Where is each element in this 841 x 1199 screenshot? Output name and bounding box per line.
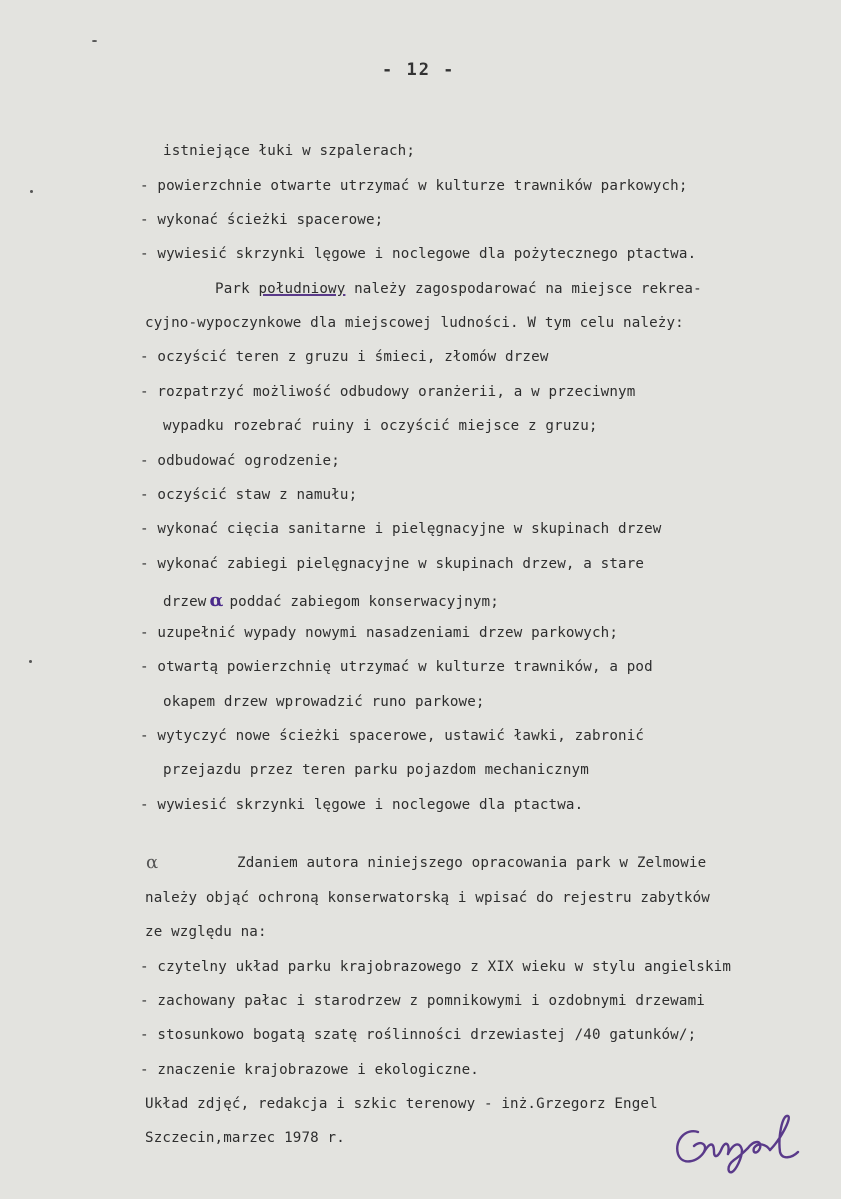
footnote-marker: α: [146, 852, 159, 873]
list-item: - wykonać ścieżki spacerowe;: [140, 212, 384, 228]
handwritten-insertion: α: [209, 590, 224, 611]
text-word: drzew: [163, 594, 207, 610]
list-item: - czytelny układ parku krajobrazowego z XIX wieku w stylu angielskim: [140, 959, 732, 975]
text-line: okapem drzew wprowadzić runo parkowe;: [163, 694, 485, 710]
list-item: - odbudować ogrodzenie;: [140, 453, 340, 469]
underlined-word: południowy: [258, 281, 346, 297]
list-item: - wywiesić skrzynki lęgowe i noclegowe dla pożytecznego ptactwa.: [140, 246, 697, 262]
place-date: Szczecin,marzec 1978 r.: [145, 1130, 345, 1146]
list-item: - znaczenie krajobrazowe i ekologiczne.: [140, 1062, 479, 1078]
page-number: - 12 -: [382, 60, 456, 80]
list-item: - zachowany pałac i starodrzew z pomnikowymi i ozdobnymi drzewami: [140, 993, 705, 1009]
list-item: - oczyścić teren z gruzu i śmieci, złomów drzew: [140, 349, 549, 365]
handwritten-signature: [668, 1108, 818, 1178]
list-item: - otwartą powierzchnię utrzymać w kulturze trawników, a pod: [140, 659, 653, 675]
list-item: - stosunkowo bogatą szatę roślinności drzewiastej /40 gatunków/;: [140, 1027, 697, 1043]
paper-speck: [92, 40, 97, 42]
list-item: - oczyścić staw z namułu;: [140, 487, 358, 503]
text-fragment: należy zagospodarować na miejsce rekrea-: [354, 281, 702, 297]
text-fragment: poddać zabiegom konserwacyjnym;: [229, 594, 499, 610]
text-line: wypadku rozebrać ruiny i oczyścić miejsce z gruzu;: [163, 418, 598, 434]
text-line: przejazdu przez teren parku pojazdom mechanicznym: [163, 762, 589, 778]
author-credit: Układ zdjęć, redakcja i szkic terenowy - inż.Grzegorz Engel: [145, 1096, 658, 1112]
text-word: Park: [215, 281, 250, 297]
paragraph-start: [215, 281, 702, 297]
list-item: - powierzchnie otwarte utrzymać w kulturze trawników parkowych;: [140, 178, 688, 194]
list-item: - rozpatrzyć możliwość odbudowy oranżerii, a w przeciwnym: [140, 384, 636, 400]
paragraph-start: Zdaniem autora niniejszego opracowania park w Zelmowie: [237, 855, 707, 871]
text-line: [163, 590, 499, 611]
list-item: - uzupełnić wypady nowymi nasadzeniami drzew parkowych;: [140, 625, 619, 641]
list-item: - wywiesić skrzynki lęgowe i noclegowe dla ptactwa.: [140, 797, 584, 813]
list-item: - wytyczyć nowe ścieżki spacerowe, ustawić ławki, zabronić: [140, 728, 645, 744]
text-line: ze względu na:: [145, 924, 267, 940]
list-item: - wykonać zabiegi pielęgnacyjne w skupinach drzew, a stare: [140, 556, 645, 572]
paper-speck: [29, 660, 32, 663]
text-line: cyjno-wypoczynkowe dla miejscowej ludności. W tym celu należy:: [145, 315, 684, 331]
text-line: istniejące łuki w szpalerach;: [163, 143, 416, 159]
text-line: należy objąć ochroną konserwatorską i wpisać do rejestru zabytków: [145, 890, 710, 906]
paper-speck: [30, 190, 33, 193]
list-item: - wykonać cięcia sanitarne i pielęgnacyjne w skupinach drzew: [140, 521, 662, 537]
